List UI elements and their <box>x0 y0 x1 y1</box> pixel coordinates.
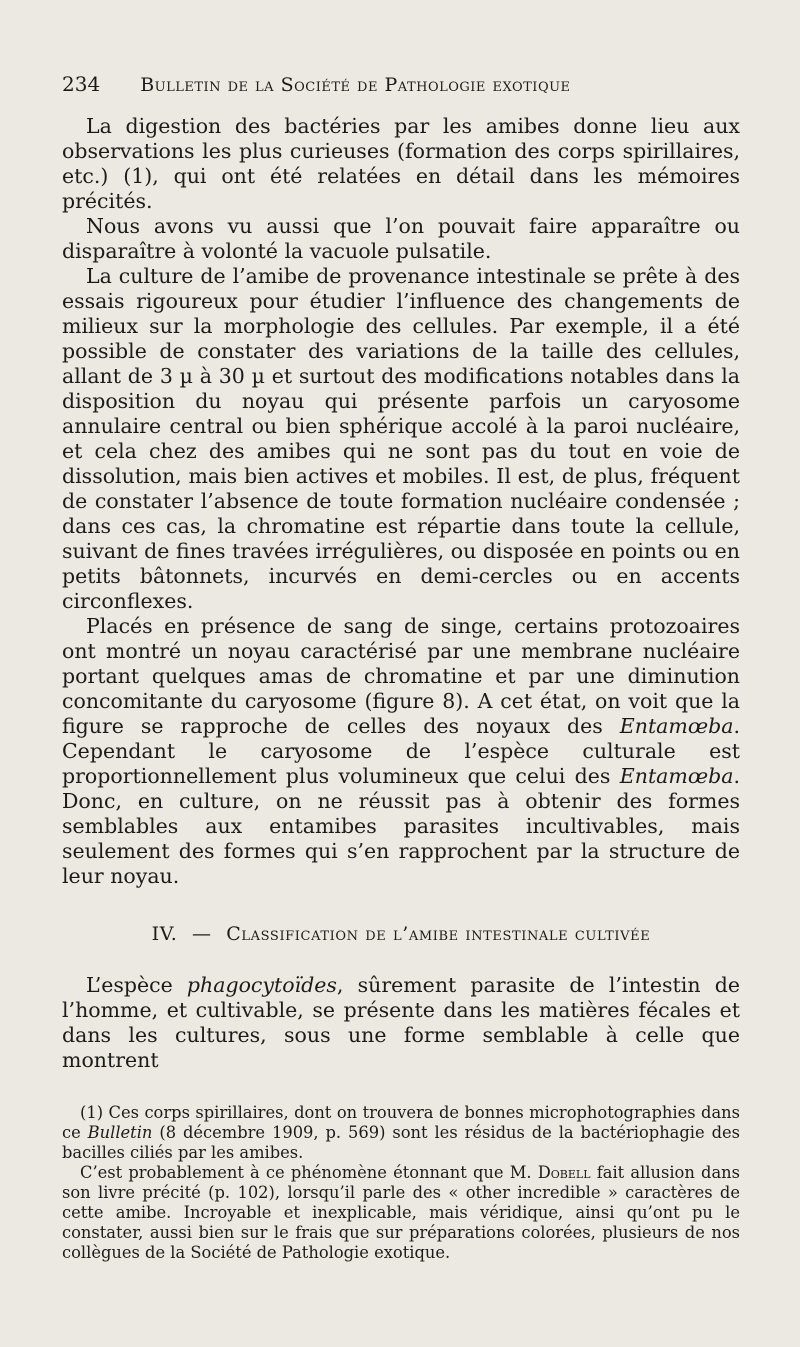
running-header <box>62 72 740 96</box>
paragraph <box>62 264 740 614</box>
small-caps-name: Dobell <box>537 1163 591 1182</box>
section-heading <box>62 923 740 945</box>
italic-text: Bulletin <box>87 1123 153 1142</box>
text-run: Nous avons vu aussi que l’on pouvait faire apparaître ou disparaître à volonté la vacuole pulsatile. <box>62 214 740 263</box>
section-text <box>62 973 740 1073</box>
page-number: 234 <box>62 72 101 96</box>
text-run: . Cependant le caryosome de l’espèce culturale est proportionnellement plus volumineux que celui des <box>62 714 740 788</box>
footnotes <box>62 1103 740 1263</box>
text-run: L’espèce <box>86 973 187 997</box>
text-run: C’est probablement à ce phénomène étonnant que M. <box>80 1163 538 1182</box>
section-numeral: IV. <box>151 923 178 945</box>
main-text <box>62 114 740 889</box>
italic-text: phagocytoïdes <box>186 973 337 997</box>
paragraph <box>62 973 740 1073</box>
text-run: La culture de l’amibe de provenance intestinale se prête à des essais rigoureux pour étudier l’influence des changements de milieux sur la morphologie des cellules. Par exemple, il a été possible de constater des variations de la taille des cellules, allant de 3 µ à 30 µ et surtout des modifications notables dans la disposition du noyau qui présente parfois un caryosome annulaire central ou bien sphérique accolé à la paroi nucléaire, et cela chez des amibes qui ne sont pas du tout en voie de dissolution, mais bien actives et mobiles. Il est, de plus, fréquent de constater l’absence de toute formation nucléaire condensée ; dans ces cas, la chromatine est répartie dans toute la cellule, suivant de fines travées irrégulières, ou disposée en points ou en petits bâtonnets, incurvés en demi-cercles ou en accents circonflexes. <box>62 264 740 613</box>
italic-text: Entamœba <box>619 764 734 788</box>
text-run: Placés en présence de sang de singe, certains protozoaires ont montré un noyau caractérisé par une membrane nucléaire portant quelques amas de chromatine et par une diminution concomitante du caryosome (figure 8). A cet état, on voit que la figure se rapproche de celles des noyaux des <box>62 614 740 738</box>
footnote <box>62 1163 740 1263</box>
text-run: . Donc, en culture, on ne réussit pas à obtenir des formes semblables aux entamibes parasites incultivables, mais seulement des formes qui s’en rapprochent par la structure de leur noyau. <box>62 764 740 888</box>
paragraph <box>62 114 740 214</box>
paragraph <box>62 214 740 264</box>
text-run: (1) Ces corps spirillaires, dont on trouvera de bonnes microphotographies dans ce <box>62 1103 740 1142</box>
text-run: (8 décembre 1909, p. 569) sont les résidus de la bactériophagie des bacilles ciliés par les amibes. <box>62 1123 740 1162</box>
text-run: fait allusion dans son livre précité (p. 102), lorsqu’il parle des « other incredible » caractères de cette amibe. Incroyable et inexplicable, mais véridique, ainsi qu’ont pu le constater, aussi bien sur le frais que sur préparations colorées, plusieurs de nos collègues de la Société de Pathologie exotique. <box>62 1163 741 1262</box>
text-run: La digestion des bactéries par les amibes donne lieu aux observations les plus curieuses (formation des corps spirillaires, etc.) (1), qui ont été relatées en détail dans les mémoires précités. <box>62 114 740 213</box>
paragraph <box>62 614 740 889</box>
italic-text: Entamœba <box>619 714 734 738</box>
section-title: Classification de l’amibe intestinale cultivée <box>226 923 651 945</box>
footnote <box>62 1103 740 1163</box>
text-run: , sûrement parasite de l’intestin de l’homme, et cultivable, se présente dans les matières fécales et dans les cultures, sous une forme semblable à celle que montrent <box>62 973 740 1072</box>
section-dash: — <box>192 923 212 945</box>
running-title: Bulletin de la Société de Pathologie exotique <box>140 74 571 96</box>
